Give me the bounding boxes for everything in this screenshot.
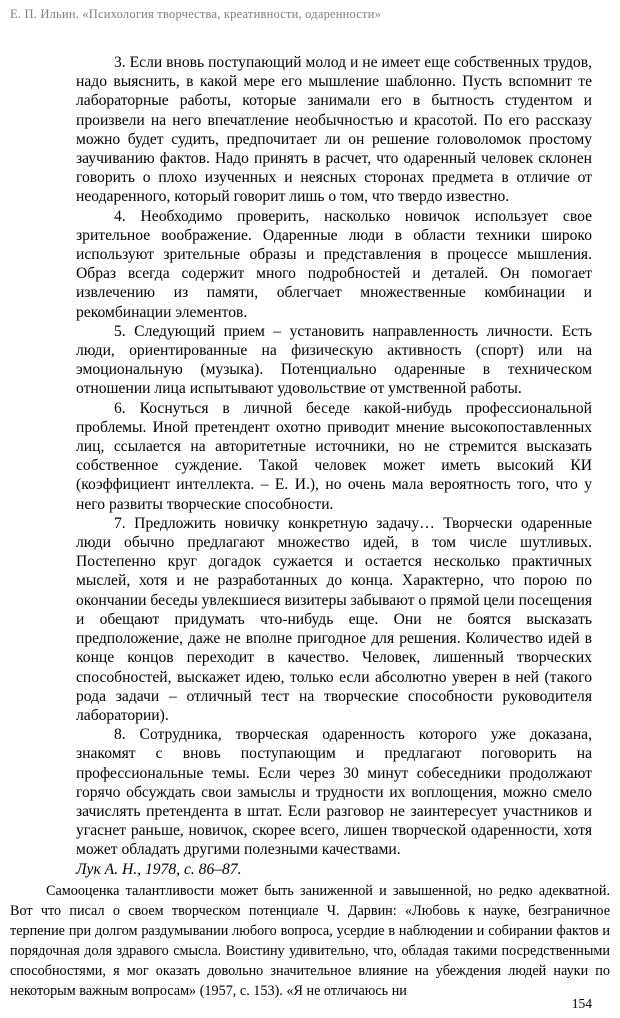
quote-item: 6. Коснуться в личной беседе какой-нибудь профессиональной проблемы. Иной претендент охотно приводит мнение высокопоставленных лиц, ссылается на авторитетные источники, но не стремится высказать собственное суждение. Такой человек может иметь высокий КИ (коэффициент интеллекта. – Е. И.), но очень мала вероятность того, что у него развиты творческие способности. — [76, 399, 592, 513]
body-paragraph: Самооценка талантливости может быть заниженной и завышенной, но редко адекватной. Вот что писал о своем творческом потенциале Ч. Дарвин: «Любовь к науке, безграничное терпение при долгом раздумывании любого вопроса, усердие в наблюдении и собирании фактов и порядочная доля здравого смысла. Воистину удивительно, что, обладая такими посредственными способностями, я мог оказать довольно значительное влияние на убеждения людей науки по некоторым важным вопросам» (1957, с. 153). «Я не отличаюсь ни — [10, 882, 610, 999]
quote-citation: Лук А. Н., 1978, с. 86–87. — [76, 860, 242, 878]
quote-item: 7. Предложить новичку конкретную задачу… Творчески одаренные люди обычно предлагают множество идей, в том числе шутливых. Постепенно круг догадок сужается и остается несколько практичных мыслей, хотя и не разработанных до конца. Характерно, что порою по окончании беседы увлекшиеся визитеры забывают о прямой цели посещения и обещают придумать что-нибудь еще. Они не боятся высказать предположение, даже не вполне пригодное для решения. Количество идей в конце концов переходит в качество. Человек, лишенный творческих способностей, выскажет идею, только если абсолютно уверен в ней (такого рода задачи – отличный тест на творческие способности руководителя лаборатории). — [76, 514, 592, 724]
quote-item: 5. Следующий прием – установить направленность личности. Есть люди, ориентированные на физическую активность (спорт) или на эмоциональную (музыка). Потенциально одаренные в техническом отношении лица испытывают удовольствие от умственной работы. — [76, 322, 592, 398]
quote-item: 4. Необходимо проверить, насколько новичок использует свое зрительное воображение. Одаренные люди в области техники широко используют зрительные образы и представления в процессе мышления. Образ всегда содержит много подробностей и деталей. Он помогает извлечению из памяти, облегчает множественные комбинации и рекомбинации элементов. — [76, 207, 592, 321]
quote-item: 8. Сотрудника, творческая одаренность которого уже доказана, знакомят с вновь поступающим и предлагают поговорить на профессиональные темы. Если через 30 минут собеседники продолжают горячо обсуждать свои замыслы и трудности их воплощения, можно смело зачислять претендента в штат. Если разговор не заинтересует участников и угаснет раньше, новичок, скорее всего, лишен творческой одаренности, хотя может обладать другими полезными качествами. — [76, 726, 592, 859]
running-header: Е. П. Ильин. «Психология творчества, креативности, одаренности» — [10, 7, 382, 21]
page-number: 154 — [571, 996, 592, 1011]
quote-item: 3. Если вновь поступающий молод и не имеет еще собственных трудов, надо выяснить, в какой мере его мышление шаблонно. Пусть вспомнит те лабораторные работы, которые занимали его в бытность студентом и произвели на него впечатление необычностью и красотой. По его рассказу можно будет судить, предпочитает ли он решение головоломок простому заучиванию фактов. Надо принять в расчет, что одаренный человек склонен говорить о плохо изученных и неясных сторонах предмета в отличие от неодаренного, который говорит лишь о том, что твердо известно. — [76, 54, 592, 206]
quote-block — [76, 53, 592, 879]
